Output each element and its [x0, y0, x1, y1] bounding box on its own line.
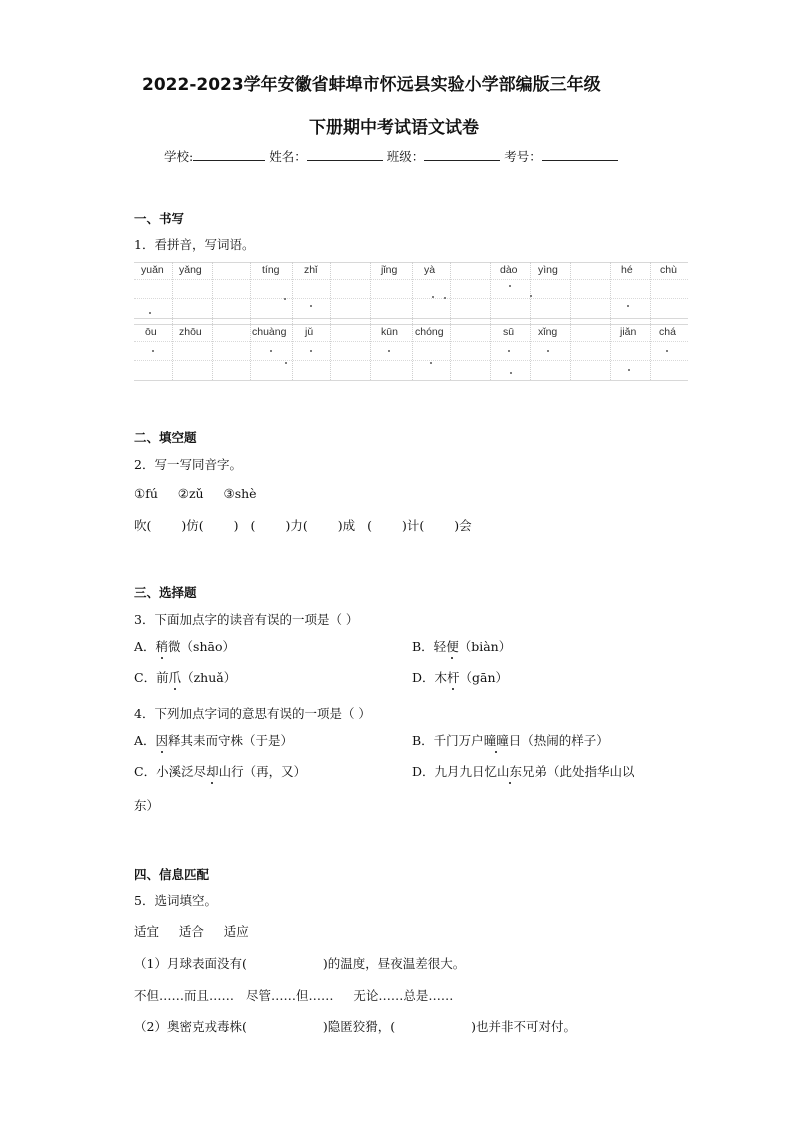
- section-1-title: 一、书写: [134, 211, 185, 226]
- exam-id-label: 考号：: [504, 149, 542, 164]
- question-1: 1．看拼音，写词语。: [134, 237, 255, 252]
- option-she: ③shè: [223, 486, 257, 501]
- class-blank[interactable]: [424, 148, 500, 161]
- pinyin-r1-8: yìng: [538, 264, 558, 276]
- pinyin-r1-5: jǐng: [381, 264, 398, 276]
- pinyin-r1-10: chù: [660, 264, 677, 276]
- q4-option-a[interactable]: A．因释其耒而守株（于是）: [134, 733, 294, 748]
- q3-option-b[interactable]: B．轻便（biàn）: [412, 639, 512, 654]
- q3-option-a[interactable]: A．稍微（shāo）: [134, 639, 235, 654]
- q4-option-d-continued: 东）: [134, 798, 160, 813]
- pinyin-r1-9: hé: [621, 264, 633, 276]
- q4-option-b[interactable]: B．千门万户曈曈日（热闹的样子）: [412, 733, 609, 748]
- name-blank[interactable]: [307, 148, 383, 161]
- school-label: 学校:: [164, 149, 194, 164]
- pinyin-r2-6: chóng: [415, 326, 444, 338]
- sentence-2[interactable]: （2）奥密克戎毒株( )隐匿狡猾，( )也并非不可对付。: [134, 1019, 576, 1034]
- exam-id-blank[interactable]: [542, 148, 618, 161]
- question-4: 4．下列加点字词的意思有误的一项是（ ）: [134, 706, 371, 721]
- question-3: 3．下面加点字的读音有误的一项是（ ）: [134, 612, 359, 627]
- homophone-options: [134, 486, 257, 501]
- pinyin-r1-1: yuǎn: [141, 264, 164, 276]
- pinyin-r1-2: yǎng: [179, 264, 202, 276]
- pinyin-r1-4: zhǐ: [304, 264, 318, 276]
- q3-option-d[interactable]: D．木杆（gān）: [412, 670, 509, 685]
- pinyin-r2-8: xǐng: [538, 326, 558, 338]
- homophone-blanks[interactable]: 吹( )仿( ) ( )力( )成 ( )计( )会: [134, 518, 472, 533]
- pinyin-r2-2: zhōu: [179, 326, 202, 338]
- option-fu: ①fú: [134, 486, 158, 501]
- school-blank[interactable]: [193, 148, 265, 161]
- student-info: [164, 147, 618, 165]
- section-2-title: 二、填空题: [134, 430, 197, 445]
- pinyin-r2-3: chuàng: [252, 326, 287, 338]
- page-title-line2: 下册期中考试语文试卷: [309, 118, 479, 138]
- q3-option-c[interactable]: C．前爪（zhuǎ）: [134, 670, 237, 685]
- pinyin-r1-7: dào: [500, 264, 518, 276]
- sentence-1[interactable]: （1）月球表面没有( )的温度，昼夜温差很大。: [134, 956, 466, 971]
- option-zu: ②zǔ: [177, 486, 204, 501]
- q4-option-d[interactable]: D．九月九日忆山东兄弟（此处指华山以: [412, 764, 635, 779]
- page-title-line1: 2022-2023学年安徽省蚌埠市怀远县实验小学部编版三年级: [142, 75, 601, 95]
- pinyin-r2-1: ōu: [145, 326, 157, 338]
- pinyin-r2-4: jǔ: [305, 326, 314, 338]
- q4-option-c[interactable]: C．小溪泛尽却山行（再，又）: [134, 764, 307, 779]
- question-5: 5．选词填空。: [134, 893, 217, 908]
- section-4-title: 四、信息匹配: [134, 867, 210, 882]
- pinyin-r1-6: yà: [424, 264, 436, 276]
- word-bank-1: 适宜 适合 适应: [134, 924, 249, 939]
- section-3-title: 三、选择题: [134, 585, 197, 600]
- question-2: 2．写一写同音字。: [134, 457, 242, 472]
- name-label: 姓名：: [269, 149, 307, 164]
- pinyin-r2-9: jiǎn: [620, 326, 637, 338]
- class-label: 班级：: [386, 149, 425, 164]
- pinyin-r2-7: sū: [503, 326, 515, 338]
- word-bank-2: 不但……而且…… 尽管……但…… 无论……总是……: [134, 988, 454, 1003]
- pinyin-r1-3: tíng: [262, 264, 280, 276]
- pinyin-r2-5: kūn: [381, 326, 398, 338]
- pinyin-r2-10: chá: [659, 326, 676, 338]
